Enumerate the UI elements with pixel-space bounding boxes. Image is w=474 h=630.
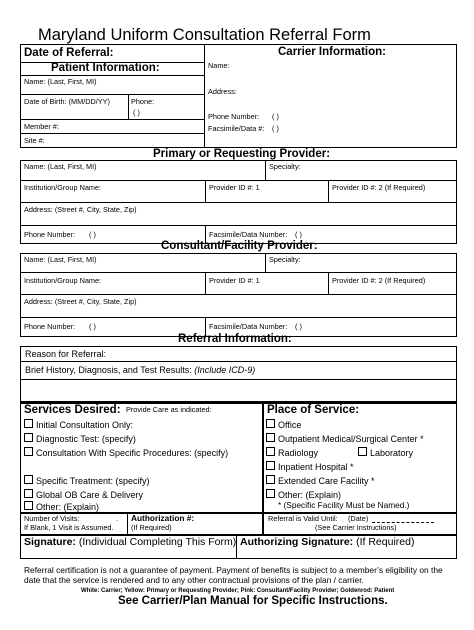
- page-title: Maryland Uniform Consultation Referral Form: [38, 26, 371, 44]
- date-of-referral-label: Date of Referral:: [24, 47, 114, 59]
- reason-for-referral-label: Reason for Referral:: [25, 349, 107, 359]
- checkbox-radiology[interactable]: [266, 447, 275, 456]
- place-of-service-heading: Place of Service:: [267, 404, 360, 416]
- checkbox-specific-treatment[interactable]: [24, 475, 33, 484]
- disclaimer-line-1: Referral certification is not a guarantee of payment. Payment of benefits is subject to a member’s eligibility on the: [24, 565, 443, 575]
- service-initial-consultation[interactable]: Initial Consultation Only:: [24, 419, 133, 430]
- valid-until-date: (Date): [348, 514, 369, 523]
- primary-fax-label: Facsimile/Data Number:: [209, 230, 288, 239]
- brief-history-text: Brief History, Diagnosis, and Test Results:: [25, 365, 192, 375]
- authorization-label: Authorization #:: [131, 513, 195, 523]
- icd9-note: (Include ICD-9): [194, 365, 256, 375]
- consultant-specialty-label: Specialty:: [269, 255, 301, 264]
- valid-until-sub: (See Carrier Instructions): [315, 523, 397, 532]
- consultant-provider-id2-label: Provider ID #: 2 (If Required): [332, 276, 426, 285]
- visits-default-note: If Blank, 1 Visit is Assumed.: [24, 523, 114, 532]
- copy-distribution: White: Carrier; Yellow: Primary or Requesting Provider; Pink: Consultant/Facility Provider; Goldenrod: Patient: [81, 588, 395, 594]
- checkbox-global-ob[interactable]: [24, 489, 33, 498]
- signature-note: (Individual Completing This Form): [78, 536, 237, 548]
- primary-address-label: Address: (Street #, City, State, Zip): [24, 205, 137, 214]
- authorization-sub: (If Required): [131, 523, 172, 532]
- carrier-phone-label: Phone Number:: [208, 112, 260, 121]
- authorizing-signature-label: Authorizing Signature:: [240, 536, 354, 548]
- primary-phone-label: Phone Number:: [24, 230, 76, 239]
- place-office[interactable]: Office: [266, 419, 301, 430]
- patient-phone-label: Phone:: [131, 97, 155, 106]
- service-consultation-procedures[interactable]: Consultation With Specific Procedures: (specify): [24, 447, 228, 458]
- carrier-address-label: Address:: [208, 87, 237, 96]
- patient-dob-label: Date of Birth: (MM/DD/YY): [24, 97, 110, 106]
- consultant-address-label: Address: (Street #, City, State, Zip): [24, 297, 137, 306]
- primary-phone-parens: ( ): [89, 230, 96, 239]
- checkbox-initial-consultation[interactable]: [24, 419, 33, 428]
- patient-info-heading: Patient Information:: [51, 62, 160, 74]
- number-of-visits-label: Number of Visits:: [24, 514, 80, 523]
- checkbox-office[interactable]: [266, 419, 275, 428]
- consultant-phone-label: Phone Number:: [24, 322, 76, 331]
- place-extended-care[interactable]: Extended Care Facility *: [266, 475, 375, 486]
- primary-provider-heading: Primary or Requesting Provider:: [153, 148, 331, 160]
- services-desired-heading: Services Desired:: [24, 404, 121, 416]
- visits-dot: .: [116, 514, 119, 523]
- carrier-info-heading: Carrier Information:: [278, 46, 386, 58]
- services-note: Provide Care as indicated:: [126, 405, 212, 414]
- service-diagnostic-test[interactable]: Diagnostic Test: (specify): [24, 433, 136, 444]
- place-radiology[interactable]: Radiology: [266, 447, 318, 458]
- checkbox-laboratory[interactable]: [358, 447, 367, 456]
- primary-provider-id2-label: Provider ID #: 2 (If Required): [332, 183, 426, 192]
- carrier-name-label: Name:: [208, 61, 230, 70]
- consultant-fax-parens: ( ): [295, 322, 302, 331]
- checkbox-service-other[interactable]: [24, 501, 33, 510]
- carrier-fax-label: Facsimile/Data #:: [208, 124, 265, 133]
- primary-name-label: Name: (Last, First, MI): [24, 162, 97, 171]
- patient-phone-parens: ( ): [133, 108, 140, 117]
- primary-fax-parens: ( ): [295, 230, 302, 239]
- place-inpatient[interactable]: Inpatient Hospital *: [266, 461, 354, 472]
- place-laboratory[interactable]: Laboratory: [358, 447, 413, 458]
- referral-info-heading: Referral Information:: [178, 333, 292, 345]
- brief-history-label: [25, 366, 255, 375]
- carrier-manual-instructions: See Carrier/Plan Manual for Specific Instructions.: [118, 595, 388, 607]
- place-outpatient[interactable]: Outpatient Medical/Surgical Center *: [266, 433, 424, 444]
- consultant-fax-label: Facsimile/Data Number:: [209, 322, 288, 331]
- valid-until-label: Referral is Valid Until:: [268, 514, 338, 523]
- service-global-ob[interactable]: Global OB Care & Delivery: [24, 489, 143, 500]
- carrier-fax-parens: ( ): [272, 124, 279, 133]
- disclaimer-line-2: date that the service is rendered and to any other contractual provisions of the plan / carrier.: [24, 575, 364, 585]
- primary-specialty-label: Specialty:: [269, 162, 301, 171]
- consultant-provider-heading: Consultant/Facility Provider:: [161, 240, 318, 252]
- patient-member-label: Member #:: [24, 122, 59, 131]
- patient-name-label: Name: (Last, First, MI): [24, 77, 97, 86]
- primary-provider-id1-label: Provider ID #: 1: [209, 183, 260, 192]
- checkbox-consultation-procedures[interactable]: [24, 447, 33, 456]
- patient-site-label: Site #:: [24, 136, 45, 145]
- checkbox-place-other[interactable]: [266, 489, 275, 498]
- checkbox-extended-care[interactable]: [266, 475, 275, 484]
- signature-label: Signature:: [24, 536, 76, 548]
- consultant-phone-parens: ( ): [89, 322, 96, 331]
- consultant-provider-id1-label: Provider ID #: 1: [209, 276, 260, 285]
- service-other[interactable]: Other: (Explain): [24, 501, 99, 512]
- service-specific-treatment[interactable]: Specific Treatment: (specify): [24, 475, 150, 486]
- carrier-phone-parens: ( ): [272, 112, 279, 121]
- checkbox-diagnostic-test[interactable]: [24, 433, 33, 442]
- primary-institution-label: Institution/Group Name:: [24, 183, 102, 192]
- signature-field[interactable]: [24, 537, 236, 548]
- checkbox-outpatient[interactable]: [266, 433, 275, 442]
- checkbox-inpatient[interactable]: [266, 461, 275, 470]
- consultant-name-label: Name: (Last, First, MI): [24, 255, 97, 264]
- place-other[interactable]: Other: (Explain): [266, 489, 341, 500]
- authorizing-signature-note: (If Required): [356, 536, 415, 548]
- authorizing-signature-field[interactable]: [240, 537, 414, 548]
- specific-facility-note: * (Specific Facility Must be Named.): [278, 500, 410, 510]
- consultant-institution-label: Institution/Group Name:: [24, 276, 102, 285]
